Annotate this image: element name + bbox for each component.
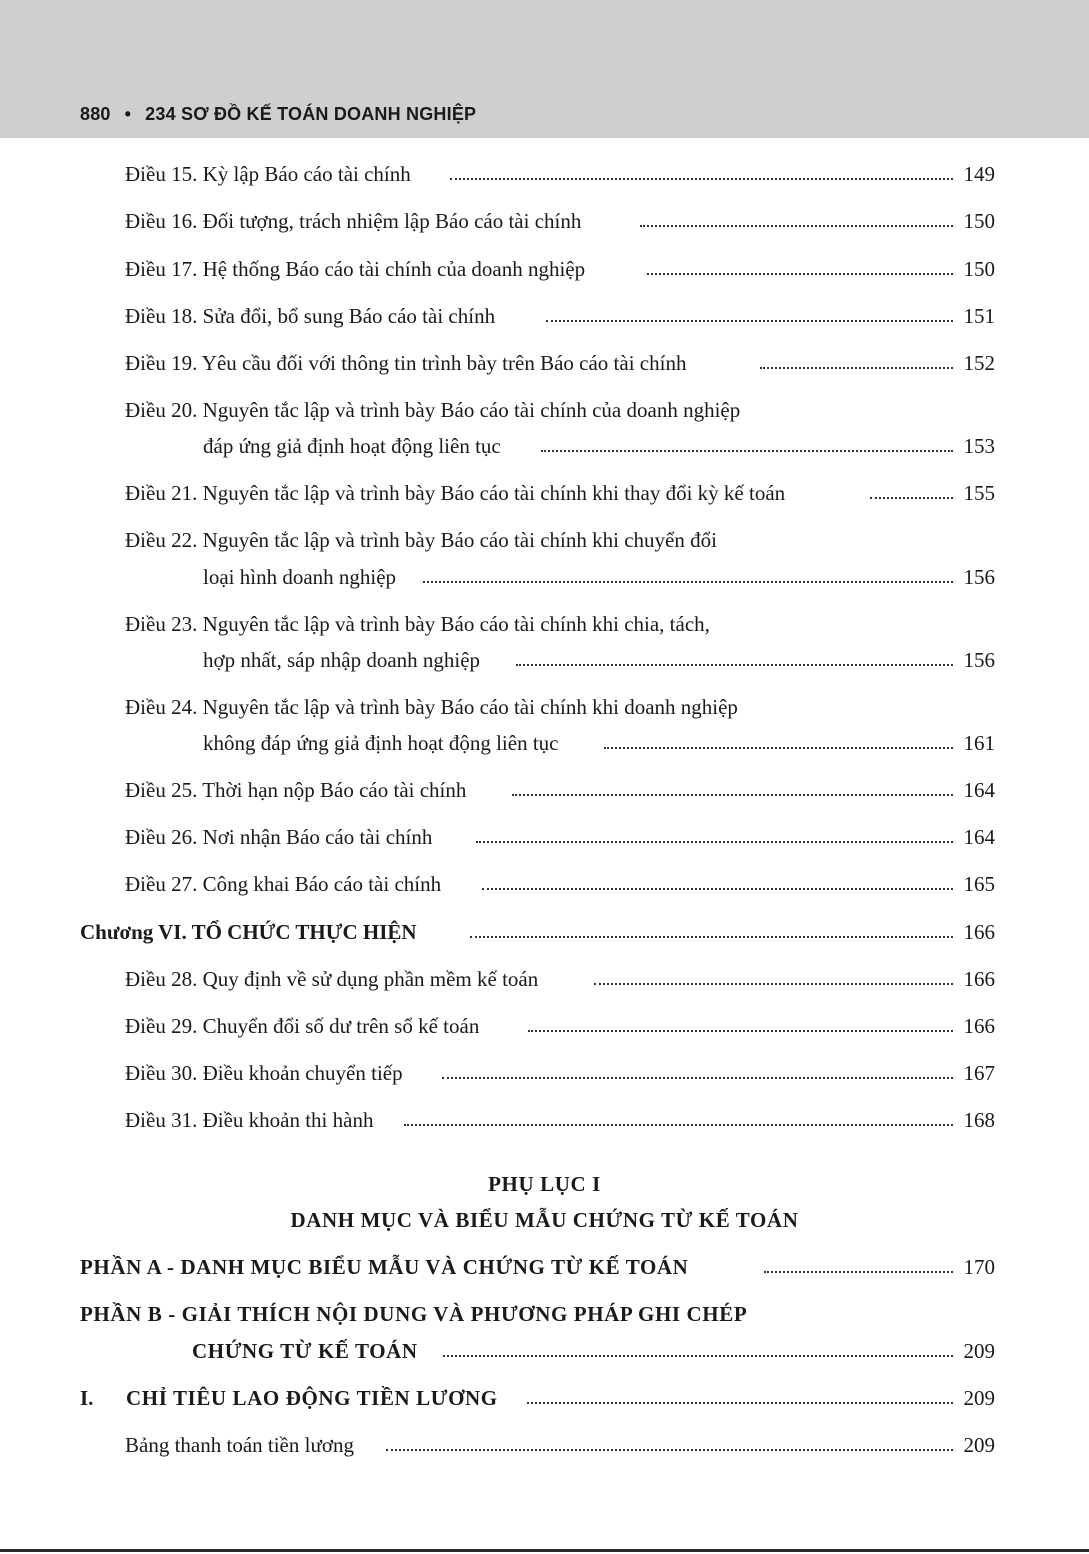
toc-entry bbox=[0, 1058, 1089, 1088]
toc-leader-dots bbox=[546, 320, 953, 322]
toc-entry-page: 150 bbox=[963, 209, 995, 233]
toc-entry bbox=[0, 254, 1089, 284]
toc-entry-page: 166 bbox=[963, 920, 995, 944]
toc-leader-dots bbox=[470, 936, 953, 938]
toc-entry-page: 150 bbox=[963, 257, 995, 281]
header-separator: • bbox=[124, 104, 132, 124]
toc-part-title: PHẦN B - GIẢI THÍCH NỘI DUNG VÀ PHƯƠNG PHÁP GHI CHÉP bbox=[80, 1302, 748, 1326]
toc-entry bbox=[0, 301, 1089, 331]
toc-entry-title: Điều 23. Nguyên tắc lập và trình bày Báo cáo tài chính khi chia, tách, bbox=[125, 612, 710, 636]
toc-section-number: I. bbox=[80, 1386, 94, 1410]
toc-entry-page: 161 bbox=[963, 731, 995, 755]
toc-entry-title: đáp ứng giả định hoạt động liên tục bbox=[203, 434, 501, 458]
toc-entry-page: 209 bbox=[963, 1339, 995, 1363]
toc-section bbox=[0, 1383, 1089, 1413]
appendix-heading: PHỤ LỤC I bbox=[488, 1172, 601, 1196]
toc-section-title: CHỈ TIÊU LAO ĐỘNG TIỀN LƯƠNG bbox=[126, 1386, 498, 1410]
toc-entry-page: 151 bbox=[963, 304, 995, 328]
toc-entry-page: 168 bbox=[963, 1108, 995, 1132]
toc-entry-title: Điều 30. Điều khoản chuyển tiếp bbox=[125, 1061, 403, 1085]
toc-entry-title: Bảng thanh toán tiền lương bbox=[125, 1433, 354, 1457]
toc-leader-dots bbox=[516, 664, 953, 666]
toc-entry bbox=[0, 822, 1089, 852]
toc-leader-dots bbox=[423, 581, 953, 583]
toc-entry-title: loại hình doanh nghiệp bbox=[203, 565, 397, 589]
toc-entry bbox=[0, 964, 1089, 994]
toc-leader-dots bbox=[450, 178, 953, 180]
toc-part-continuation bbox=[0, 1336, 1089, 1366]
toc-entry-page: 164 bbox=[963, 778, 995, 802]
toc-leader-dots bbox=[604, 747, 953, 749]
toc-entry bbox=[0, 478, 1089, 508]
running-header bbox=[80, 104, 476, 125]
toc-entry bbox=[0, 348, 1089, 378]
toc-entry bbox=[0, 692, 1089, 722]
toc-entry-page: 209 bbox=[963, 1386, 995, 1410]
toc-part bbox=[0, 1299, 1089, 1329]
toc-entry-title: Điều 21. Nguyên tắc lập và trình bày Báo cáo tài chính khi thay đổi kỳ kế toán bbox=[125, 481, 786, 505]
toc-entry bbox=[0, 159, 1089, 189]
toc-entry-page: 155 bbox=[963, 481, 995, 505]
toc-entry bbox=[0, 1011, 1089, 1041]
toc-chapter-title: Chương VI. TỔ CHỨC THỰC HIỆN bbox=[80, 920, 417, 944]
toc-entry-title: Điều 25. Thời hạn nộp Báo cáo tài chính bbox=[125, 778, 467, 802]
toc-entry-continuation bbox=[0, 562, 1089, 592]
toc-entry bbox=[0, 525, 1089, 555]
toc-leader-dots bbox=[386, 1449, 953, 1451]
toc-entry-title: Điều 28. Quy định về sử dụng phần mềm kế toán bbox=[125, 967, 539, 991]
toc-entry-title: Điều 15. Kỳ lập Báo cáo tài chính bbox=[125, 162, 411, 186]
toc-entry-page: 156 bbox=[963, 648, 995, 672]
toc-leader-dots bbox=[404, 1124, 953, 1126]
toc-leader-dots bbox=[647, 273, 953, 275]
toc-entry-title: Điều 19. Yêu cầu đối với thông tin trình bày trên Báo cáo tài chính bbox=[125, 351, 687, 375]
toc-entry bbox=[0, 206, 1089, 236]
appendix-subheading: DANH MỤC VÀ BIỂU MẪU CHỨNG TỪ KẾ TOÁN bbox=[290, 1208, 799, 1232]
toc-leader-dots bbox=[541, 450, 953, 452]
toc-entry-continuation bbox=[0, 728, 1089, 758]
toc-entry-page: 166 bbox=[963, 967, 995, 991]
toc-entry bbox=[0, 609, 1089, 639]
toc-entry-title: không đáp ứng giả định hoạt động liên tục bbox=[203, 731, 559, 755]
toc-entry-page: 166 bbox=[963, 1014, 995, 1038]
toc-entry-title: Điều 22. Nguyên tắc lập và trình bày Báo cáo tài chính khi chuyển đổi bbox=[125, 528, 717, 552]
toc-entry bbox=[0, 869, 1089, 899]
toc-leader-dots bbox=[764, 1271, 953, 1273]
toc-entry-title: Điều 31. Điều khoản thi hành bbox=[125, 1108, 374, 1132]
toc-entry-page: 153 bbox=[963, 434, 995, 458]
toc-entry-page: 164 bbox=[963, 825, 995, 849]
toc-entry-page: 156 bbox=[963, 565, 995, 589]
toc-leader-dots bbox=[760, 367, 953, 369]
toc-entry bbox=[0, 775, 1089, 805]
toc-entry-title: Điều 18. Sửa đổi, bổ sung Báo cáo tài chính bbox=[125, 304, 496, 328]
toc-entry-title: Điều 17. Hệ thống Báo cáo tài chính của doanh nghiệp bbox=[125, 257, 586, 281]
toc-entry-page: 165 bbox=[963, 872, 995, 896]
toc-leader-dots bbox=[442, 1077, 953, 1079]
toc-leader-dots bbox=[527, 1402, 953, 1404]
toc-leader-dots bbox=[476, 841, 953, 843]
toc-entry-page: 149 bbox=[963, 162, 995, 186]
toc-leader-dots bbox=[640, 225, 953, 227]
page-number: 880 bbox=[80, 104, 111, 124]
toc-leader-dots bbox=[594, 983, 953, 985]
toc-leader-dots bbox=[443, 1355, 953, 1357]
toc-entry-title: hợp nhất, sáp nhập doanh nghiệp bbox=[203, 648, 481, 672]
toc-leader-dots bbox=[870, 497, 953, 499]
toc-entry bbox=[0, 395, 1089, 425]
toc-entry-page: 167 bbox=[963, 1061, 995, 1085]
toc-entry-continuation bbox=[0, 645, 1089, 675]
toc-entry-title: Điều 27. Công khai Báo cáo tài chính bbox=[125, 872, 442, 896]
toc-entry-page: 152 bbox=[963, 351, 995, 375]
toc-entry-title: Điều 29. Chuyển đổi số dư trên sổ kế toán bbox=[125, 1014, 480, 1038]
toc-part-title: PHẦN A - DANH MỤC BIỂU MẪU VÀ CHỨNG TỪ KẾ TOÁN bbox=[80, 1255, 689, 1279]
book-title: 234 SƠ ĐỒ KẾ TOÁN DOANH NGHIỆP bbox=[145, 104, 477, 124]
toc-leader-dots bbox=[528, 1030, 953, 1032]
toc-entry bbox=[0, 1430, 1089, 1460]
toc-entry bbox=[0, 1105, 1089, 1135]
toc-entry-title: Điều 16. Đối tượng, trách nhiệm lập Báo cáo tài chính bbox=[125, 209, 582, 233]
toc-leader-dots bbox=[512, 794, 953, 796]
toc-entry-title: Điều 26. Nơi nhận Báo cáo tài chính bbox=[125, 825, 433, 849]
toc-part bbox=[0, 1252, 1089, 1282]
toc-entry-page: 209 bbox=[963, 1433, 995, 1457]
toc-entry-continuation bbox=[0, 431, 1089, 461]
bottom-rule bbox=[0, 1549, 1089, 1552]
toc-entry-title: Điều 20. Nguyên tắc lập và trình bày Báo cáo tài chính của doanh nghiệp bbox=[125, 398, 741, 422]
toc-entry-page: 170 bbox=[963, 1255, 995, 1279]
toc-chapter bbox=[0, 917, 1089, 947]
toc-entry-title: Điều 24. Nguyên tắc lập và trình bày Báo cáo tài chính khi doanh nghiệp bbox=[125, 695, 738, 719]
toc-leader-dots bbox=[482, 888, 953, 890]
toc-part-title: CHỨNG TỪ KẾ TOÁN bbox=[192, 1339, 418, 1363]
